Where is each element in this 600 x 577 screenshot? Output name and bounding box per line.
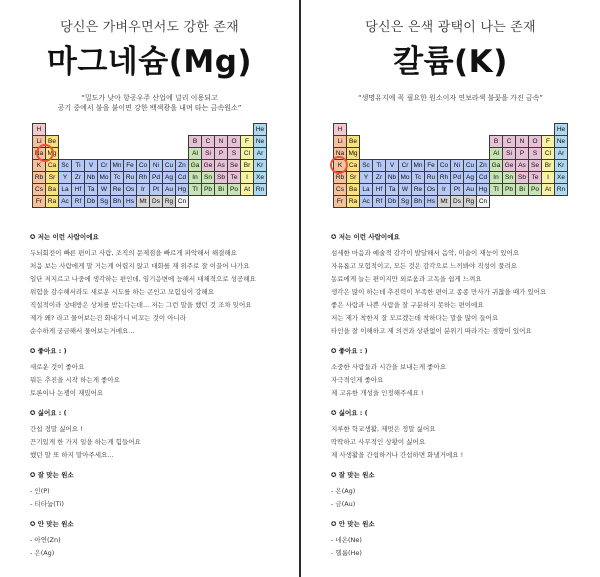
left-match-header: ✪ 잘 맞는 원소	[30, 471, 74, 479]
element-cell: Sb	[214, 171, 228, 184]
right-nomatch-header: ✪ 안 맞는 원소	[331, 520, 375, 528]
element-cell: Cs	[333, 183, 347, 196]
element-cell: Os	[424, 183, 438, 196]
element-cell: Rn	[554, 183, 568, 196]
element-cell: B	[489, 135, 503, 148]
element-cell: Ge	[201, 159, 215, 172]
element-cell: W	[398, 183, 412, 196]
element-cell: C	[201, 135, 215, 148]
element-cell: Xe	[554, 171, 568, 184]
element-cell: Y	[58, 171, 72, 184]
right-periodic-table	[333, 123, 567, 213]
element-cell: He	[554, 123, 568, 136]
element-cell: Ag	[162, 171, 176, 184]
element-cell: In	[188, 171, 202, 184]
right-dislike-list	[331, 423, 600, 462]
element-cell: P	[214, 147, 228, 160]
left-about-header: ✪ 저는 이런 사람이에요	[30, 233, 99, 241]
right-match-list	[331, 485, 600, 511]
element-cell: Pd	[450, 171, 464, 184]
element-cell: Cd	[476, 171, 490, 184]
element-cell: Cn	[476, 195, 490, 208]
element-cell: Cl	[541, 147, 555, 160]
left-about-line: 순수하게 궁금해서 물어보는거에요...	[30, 327, 135, 335]
left-like-line: 뭐든 추진을 시작 하는게 좋아요	[30, 376, 120, 384]
left-like-header: ✪ 좋아요 : )	[30, 347, 67, 355]
element-cell: Co	[437, 159, 451, 172]
element-cell: I	[240, 171, 254, 184]
element-cell: H	[32, 123, 46, 136]
element-cell: Na	[32, 147, 46, 160]
element-cell: Cr	[398, 159, 412, 172]
element-cell: Tl	[188, 183, 202, 196]
element-cell: Sn	[201, 171, 215, 184]
element-cell: Ti	[372, 159, 386, 172]
element-cell: Zr	[71, 171, 85, 184]
element-cell: Al	[188, 147, 202, 160]
left-about-line: 두뇌회전이 빠른 편이고 사람, 조직의 문제점을 빠르게 파악해서 해결해요	[30, 249, 237, 257]
element-cell: Sr	[346, 171, 360, 184]
right-quote: “생명유지에 꼭 필요한 원소이자 연보라색 불꽃을 가진 금속”	[357, 94, 544, 102]
element-cell: Pt	[450, 183, 464, 196]
right-about-line: 타인을 잘 이해하고 제 의견과 상관없이 분위기 따라가는 경향이 있어요	[331, 327, 532, 335]
element-cell: Rb	[333, 171, 347, 184]
element-cell: Pt	[149, 183, 163, 196]
element-cell: Y	[359, 171, 373, 184]
element-cell: V	[385, 159, 399, 172]
element-cell: K	[333, 159, 347, 172]
element-cell: Te	[528, 171, 542, 184]
element-cell: H	[333, 123, 347, 136]
element-cell: Ti	[71, 159, 85, 172]
element-cell: Ac	[58, 195, 72, 208]
element-cell: N	[515, 135, 529, 148]
element-cell: O	[528, 135, 542, 148]
element-cell: Mg	[45, 147, 59, 160]
right-about-line: 섬세한 마음과 예술적 감각이 발달해서 음악, 미술이 재능이 있어요	[331, 249, 520, 257]
element-cell: Ds	[450, 195, 464, 208]
element-cell: Fe	[123, 159, 137, 172]
element-cell: Sb	[515, 171, 529, 184]
element-cell: Rb	[32, 171, 46, 184]
left-about-line: 위험을 감수해서라도 새로운 시도를 하는 곤인고 모험심이 강해요	[30, 288, 214, 296]
element-cell: Se	[227, 159, 241, 172]
element-cell: La	[359, 183, 373, 196]
right-about-line: 자유롭고 모험적이고, 모든 것은 감각으로 느끼봐야 직성이 풀려요	[331, 262, 518, 270]
element-cell: Fr	[32, 195, 46, 208]
right-about-list	[331, 247, 600, 338]
element-cell: Li	[32, 135, 46, 148]
left-dislike-line: 끈기있게 한 가지 일을 하는게 힘들어요	[30, 438, 141, 446]
left-about-line: 제가 왜? 라고 물어보는건 화내가니 비꼬는 것이 아니라	[30, 314, 187, 322]
element-cell: Tc	[110, 171, 124, 184]
right-dislike-line: 지루한 학교생활, 제멋은 정말 싫어요	[331, 425, 436, 433]
element-cell: Au	[162, 183, 176, 196]
element-cell: Hf	[71, 183, 85, 196]
element-cell: Nb	[385, 171, 399, 184]
element-cell: Mt	[136, 195, 150, 208]
element-cell: Br	[541, 159, 555, 172]
element-cell: Si	[502, 147, 516, 160]
element-cell: Ga	[188, 159, 202, 172]
element-cell: Re	[411, 183, 425, 196]
left-dislike-line: 간섭 정말 싫어요 !	[30, 425, 83, 433]
left-match-list	[30, 485, 299, 511]
left-panel	[0, 0, 299, 577]
element-cell: Re	[110, 183, 124, 196]
element-cell: Hs	[424, 195, 438, 208]
right-element-title: 칼륨(K)	[393, 44, 508, 80]
left-element-title: 마그네슘(Mg)	[46, 44, 253, 80]
element-cell: Fr	[333, 195, 347, 208]
element-cell: W	[97, 183, 111, 196]
element-cell: Mg	[346, 147, 360, 160]
element-cell: In	[489, 171, 503, 184]
left-nomatch-header: ✪ 안 맞는 원소	[30, 520, 74, 528]
element-cell: Mt	[437, 195, 451, 208]
element-cell: Os	[123, 183, 137, 196]
element-cell: Ni	[450, 159, 464, 172]
right-nomatch-line: - 헬륨(He)	[331, 549, 362, 557]
element-cell: B	[188, 135, 202, 148]
element-cell: Hf	[372, 183, 386, 196]
element-cell: Ar	[554, 147, 568, 160]
right-match-header: ✪ 잘 맞는 원소	[331, 471, 375, 479]
element-cell: S	[227, 147, 241, 160]
element-cell: Fe	[424, 159, 438, 172]
element-cell: Nb	[84, 171, 98, 184]
left-heading: 당신은 가벼우면서도 강한 존재	[60, 20, 239, 35]
element-cell: Rg	[162, 195, 176, 208]
element-cell: Cr	[97, 159, 111, 172]
element-cell: Ca	[45, 159, 59, 172]
element-cell: Kr	[253, 159, 267, 172]
left-dislike-list	[30, 423, 299, 462]
left-description	[30, 231, 299, 560]
element-cell: Ir	[437, 183, 451, 196]
element-cell: Ac	[359, 195, 373, 208]
element-cell: Ar	[253, 147, 267, 160]
element-cell: Au	[463, 183, 477, 196]
right-match-line: - 은(Ag)	[331, 487, 356, 495]
right-nomatch-line: - 네온(Ne)	[331, 536, 362, 544]
right-about-header: ✪ 저는 이런 사람이에요	[331, 233, 400, 241]
left-like-line: 새로운 것이 좋아요	[30, 363, 85, 371]
element-cell: Rf	[71, 195, 85, 208]
element-cell: Rg	[463, 195, 477, 208]
element-cell: Be	[45, 135, 59, 148]
right-like-line: 자극적인게 좋아요	[331, 376, 384, 384]
right-nomatch-list	[331, 534, 600, 560]
element-cell: Co	[136, 159, 150, 172]
element-cell: Mo	[97, 171, 111, 184]
element-cell: Tl	[489, 183, 503, 196]
element-cell: Ni	[149, 159, 163, 172]
element-cell: Zr	[372, 171, 386, 184]
element-cell: Ra	[45, 195, 59, 208]
element-cell: Kr	[554, 159, 568, 172]
element-cell: At	[541, 183, 555, 196]
element-cell: Se	[528, 159, 542, 172]
element-cell: V	[84, 159, 98, 172]
element-cell: S	[528, 147, 542, 160]
element-cell: At	[240, 183, 254, 196]
right-dislike-line: 제 사생활을 간섭하거나 간섭하면 화낼거에요 !	[331, 451, 464, 459]
element-cell: Po	[227, 183, 241, 196]
element-cell: La	[58, 183, 72, 196]
element-cell: Pd	[149, 171, 163, 184]
element-cell: Ds	[149, 195, 163, 208]
element-cell: Pb	[502, 183, 516, 196]
element-cell: Ge	[502, 159, 516, 172]
left-match-line: - 인(P)	[30, 487, 50, 495]
element-cell: Xe	[253, 171, 267, 184]
left-about-line: 일단 저지르고 나중에 생각하는 편인데, 임기응변에 능해서 대체적으로 성공해요	[30, 275, 256, 283]
element-cell: Ba	[346, 183, 360, 196]
element-cell: Sn	[502, 171, 516, 184]
element-cell: As	[214, 159, 228, 172]
right-dislike-line: 딱딱하고 사무적인 상황이 싫어요	[331, 438, 426, 446]
element-cell: Rf	[372, 195, 386, 208]
element-cell: Te	[227, 171, 241, 184]
element-cell: Ru	[424, 171, 438, 184]
left-about-line: 직설적이라 상대방은 상처를 받는다는데... 저는 그런 말을 했던 것 조차 잊어요	[30, 301, 252, 309]
element-cell: Cs	[32, 183, 46, 196]
element-cell: Li	[333, 135, 347, 148]
element-cell: Ne	[554, 135, 568, 148]
left-match-line: - 티타늄(Ti)	[30, 500, 64, 508]
element-cell: C	[502, 135, 516, 148]
element-cell: Db	[84, 195, 98, 208]
element-cell: Ra	[346, 195, 360, 208]
element-cell: Sr	[45, 171, 59, 184]
element-cell: Ta	[385, 183, 399, 196]
left-nomatch-line: - 은(Ag)	[30, 549, 55, 557]
element-cell: Ta	[84, 183, 98, 196]
left-nomatch-line: - 아연(Zn)	[30, 536, 61, 544]
left-about-list	[30, 247, 299, 338]
element-cell: Sg	[398, 195, 412, 208]
element-cell: Cu	[463, 159, 477, 172]
element-cell: F	[240, 135, 254, 148]
right-dislike-header: ✪ 싫어요 : (	[331, 409, 368, 417]
right-panel	[301, 0, 600, 577]
element-cell: Mn	[110, 159, 124, 172]
element-cell: Cd	[175, 171, 189, 184]
element-cell: Sc	[58, 159, 72, 172]
element-cell: Cl	[240, 147, 254, 160]
left-about-line: 처음 보는 사람에게 말 거는게 어렵지 않고 대화를 재 위주로 잘 이끌어 나가요	[30, 262, 250, 270]
right-about-line: 좋은 사람과 나쁜 사람을 잘 구분하지 못하는 편이에요	[331, 301, 484, 309]
right-about-line: 생각은 많이 하는데 추진력이 부족한 편이고 종종 만사가 귀찮을 때가 있어요	[331, 288, 547, 296]
element-cell: Ca	[346, 159, 360, 172]
element-cell: Mn	[411, 159, 425, 172]
left-dislike-line: 했던 말 또 하지 말아주세요...	[30, 451, 114, 459]
left-nomatch-list	[30, 534, 299, 560]
left-periodic-table	[32, 123, 266, 213]
element-cell: Hs	[123, 195, 137, 208]
element-cell: Zn	[476, 159, 490, 172]
left-dislike-header: ✪ 싫어요 : (	[30, 409, 67, 417]
right-description	[331, 231, 600, 560]
element-cell: Sg	[97, 195, 111, 208]
element-cell: Db	[385, 195, 399, 208]
element-cell: Bi	[515, 183, 529, 196]
element-cell: Zn	[175, 159, 189, 172]
right-heading: 당신은 은색 광택이 나는 존재	[365, 20, 536, 35]
element-cell: Br	[240, 159, 254, 172]
element-cell: Ga	[489, 159, 503, 172]
element-cell: Hg	[476, 183, 490, 196]
element-cell: Sc	[359, 159, 373, 172]
element-cell: Rh	[136, 171, 150, 184]
element-cell: Bh	[411, 195, 425, 208]
left-like-list	[30, 361, 299, 400]
element-cell: Mo	[398, 171, 412, 184]
left-quote: “밀도가 낮아 항공우주 산업에 널리 이용되고 공기 중에서 불을 붙이면 강한 백색광을 내며 타는 금속원소”	[57, 94, 242, 112]
element-cell: Be	[346, 135, 360, 148]
element-cell: Po	[528, 183, 542, 196]
right-like-list	[331, 361, 600, 400]
element-cell: Ag	[463, 171, 477, 184]
element-cell: Hg	[175, 183, 189, 196]
element-cell: Cn	[175, 195, 189, 208]
element-cell: Ir	[136, 183, 150, 196]
right-about-line: 동료에게 늘는 편이지만 외로움과 고독을 쉽게 느껴요	[331, 275, 482, 283]
element-cell: Ba	[45, 183, 59, 196]
element-cell: Ne	[253, 135, 267, 148]
right-like-line: 제 고유한 개성을 인정해주세요 !	[331, 389, 424, 397]
element-cell: Ru	[123, 171, 137, 184]
right-like-header: ✪ 좋아요 : )	[331, 347, 368, 355]
element-cell: Pb	[201, 183, 215, 196]
left-like-line: 토론이나 논쟁이 재밌어요	[30, 389, 104, 397]
element-cell: I	[541, 171, 555, 184]
element-cell: Al	[489, 147, 503, 160]
element-cell: Tc	[411, 171, 425, 184]
element-cell: He	[253, 123, 267, 136]
element-cell: N	[214, 135, 228, 148]
element-cell: Bi	[214, 183, 228, 196]
right-about-line: 저는 제가 착한지 잘 모르겠는데 착하다는 말을 많이 들어요	[331, 314, 499, 322]
right-match-line: - 금(Au)	[331, 500, 356, 508]
element-cell: Rh	[437, 171, 451, 184]
element-cell: Cu	[162, 159, 176, 172]
right-like-line: 소중한 사람들과 시간을 보내는게 좋아요	[331, 363, 447, 371]
element-cell: As	[515, 159, 529, 172]
element-cell: Bh	[110, 195, 124, 208]
element-cell: P	[515, 147, 529, 160]
element-cell: Na	[333, 147, 347, 160]
element-cell: Si	[201, 147, 215, 160]
element-cell: Rn	[253, 183, 267, 196]
element-cell: F	[541, 135, 555, 148]
element-cell: K	[32, 159, 46, 172]
element-cell: O	[227, 135, 241, 148]
